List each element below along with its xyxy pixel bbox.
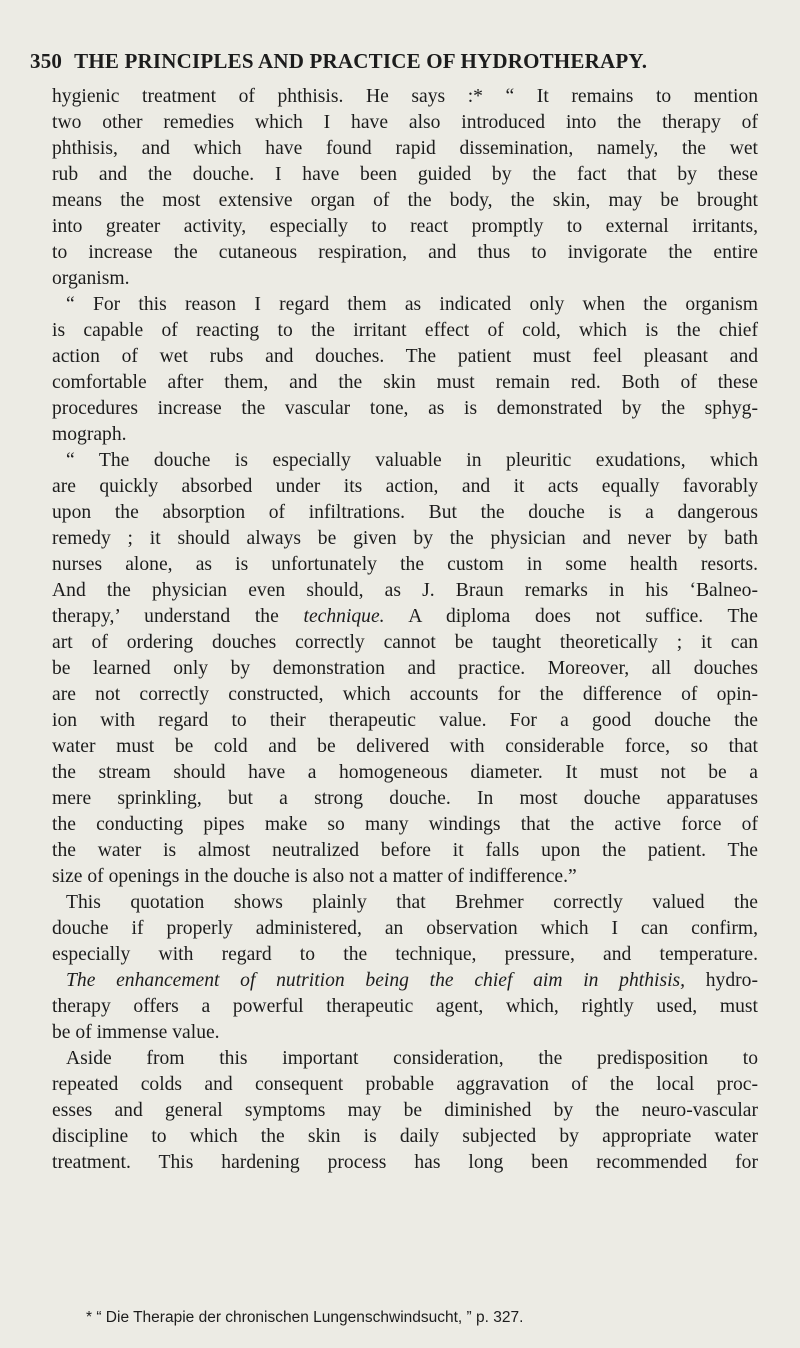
text-line: ion with regard to their therapeutic value. For a good douche the xyxy=(52,710,758,731)
text-line: to increase the cutaneous respiration, and thus to invigorate the entire xyxy=(52,242,758,263)
text-line: This quotation shows plainly that Brehmer correctly valued the xyxy=(66,892,758,913)
text-line: action of wet rubs and douches. The patient must feel pleasant and xyxy=(52,346,758,367)
text-line: the conducting pipes make so many windings that the active force of xyxy=(52,814,758,835)
running-title: THE PRINCIPLES AND PRACTICE OF HYDROTHERAPY. xyxy=(74,49,648,73)
text-line: means the most extensive organ of the body, the skin, may be brought xyxy=(52,190,758,211)
text-line: And the physician even should, as J. Braun remarks in his ‘Balneo- xyxy=(52,580,758,601)
text-line: is capable of reacting to the irritant effect of cold, which is the chief xyxy=(52,320,758,341)
text-line: be of immense value. xyxy=(52,1022,220,1043)
text-line: “ For this reason I regard them as indicated only when the organism xyxy=(66,294,758,315)
text-line: hygienic treatment of phthisis. He says :* “ It remains to mention xyxy=(52,86,758,107)
text-line: comfortable after them, and the skin must remain red. Both of these xyxy=(52,372,758,393)
text-line: discipline to which the skin is daily subjected by appropriate water xyxy=(52,1126,758,1147)
text-line: mere sprinkling, but a strong douche. In most douche apparatuses xyxy=(52,788,758,809)
text-line: the stream should have a homogeneous diameter. It must not be a xyxy=(52,762,758,783)
text-line: mograph. xyxy=(52,424,127,445)
text-line: nurses alone, as is unfortunately the custom in some health resorts. xyxy=(52,554,758,575)
text-line: The enhancement of nutrition being the chief aim in phthisis, hydro- xyxy=(66,970,758,991)
text-line: be learned only by demonstration and practice. Moreover, all douches xyxy=(52,658,758,679)
page-header xyxy=(30,49,770,74)
text-line: treatment. This hardening process has long been recommended for xyxy=(52,1152,758,1173)
text-line: art of ordering douches correctly cannot be taught theoretically ; it can xyxy=(52,632,758,653)
text-line: Aside from this important consideration, the predisposition to xyxy=(66,1048,758,1069)
text-line: repeated colds and consequent probable aggravation of the local proc- xyxy=(52,1074,758,1095)
text-line: therapy offers a powerful therapeutic agent, which, rightly used, must xyxy=(52,996,758,1017)
text-line: especially with regard to the technique, pressure, and temperature. xyxy=(52,944,758,965)
italic-phrase: The enhancement of nutrition being the chief aim in phthisis, xyxy=(66,970,686,991)
italic-phrase: technique. xyxy=(303,606,385,627)
text-line: water must be cold and be delivered with considerable force, so that xyxy=(52,736,758,757)
text-line: are not correctly constructed, which accounts for the difference of opin- xyxy=(52,684,758,705)
text-line: upon the absorption of infiltrations. But the douche is a dangerous xyxy=(52,502,758,523)
text-line: procedures increase the vascular tone, as is demonstrated by the sphyg- xyxy=(52,398,758,419)
text-line: into greater activity, especially to react promptly to external irritants, xyxy=(52,216,758,237)
text-line: phthisis, and which have found rapid dissemination, namely, the wet xyxy=(52,138,758,159)
text-line: douche if properly administered, an observation which I can confirm, xyxy=(52,918,758,939)
footnote: * “ Die Therapie der chronischen Lungenschwindsucht, ” p. 327. xyxy=(86,1309,524,1326)
text-line: therapy,’ understand the technique. A diploma does not suffice. The xyxy=(52,606,758,627)
text-line: size of openings in the douche is also not a matter of indifference.” xyxy=(52,866,577,887)
body-text xyxy=(52,84,758,1176)
page-number: 350 xyxy=(30,49,63,73)
text-line: organism. xyxy=(52,268,130,289)
text-line: remedy ; it should always be given by the physician and never by bath xyxy=(52,528,758,549)
text-line: rub and the douche. I have been guided by the fact that by these xyxy=(52,164,758,185)
text-line: esses and general symptoms may be diminished by the neuro-vascular xyxy=(52,1100,758,1121)
text-line: “ The douche is especially valuable in pleuritic exudations, which xyxy=(66,450,758,471)
text-line: are quickly absorbed under its action, and it acts equally favorably xyxy=(52,476,758,497)
text-line: two other remedies which I have also introduced into the therapy of xyxy=(52,112,758,133)
text-line: the water is almost neutralized before it falls upon the patient. The xyxy=(52,840,758,861)
